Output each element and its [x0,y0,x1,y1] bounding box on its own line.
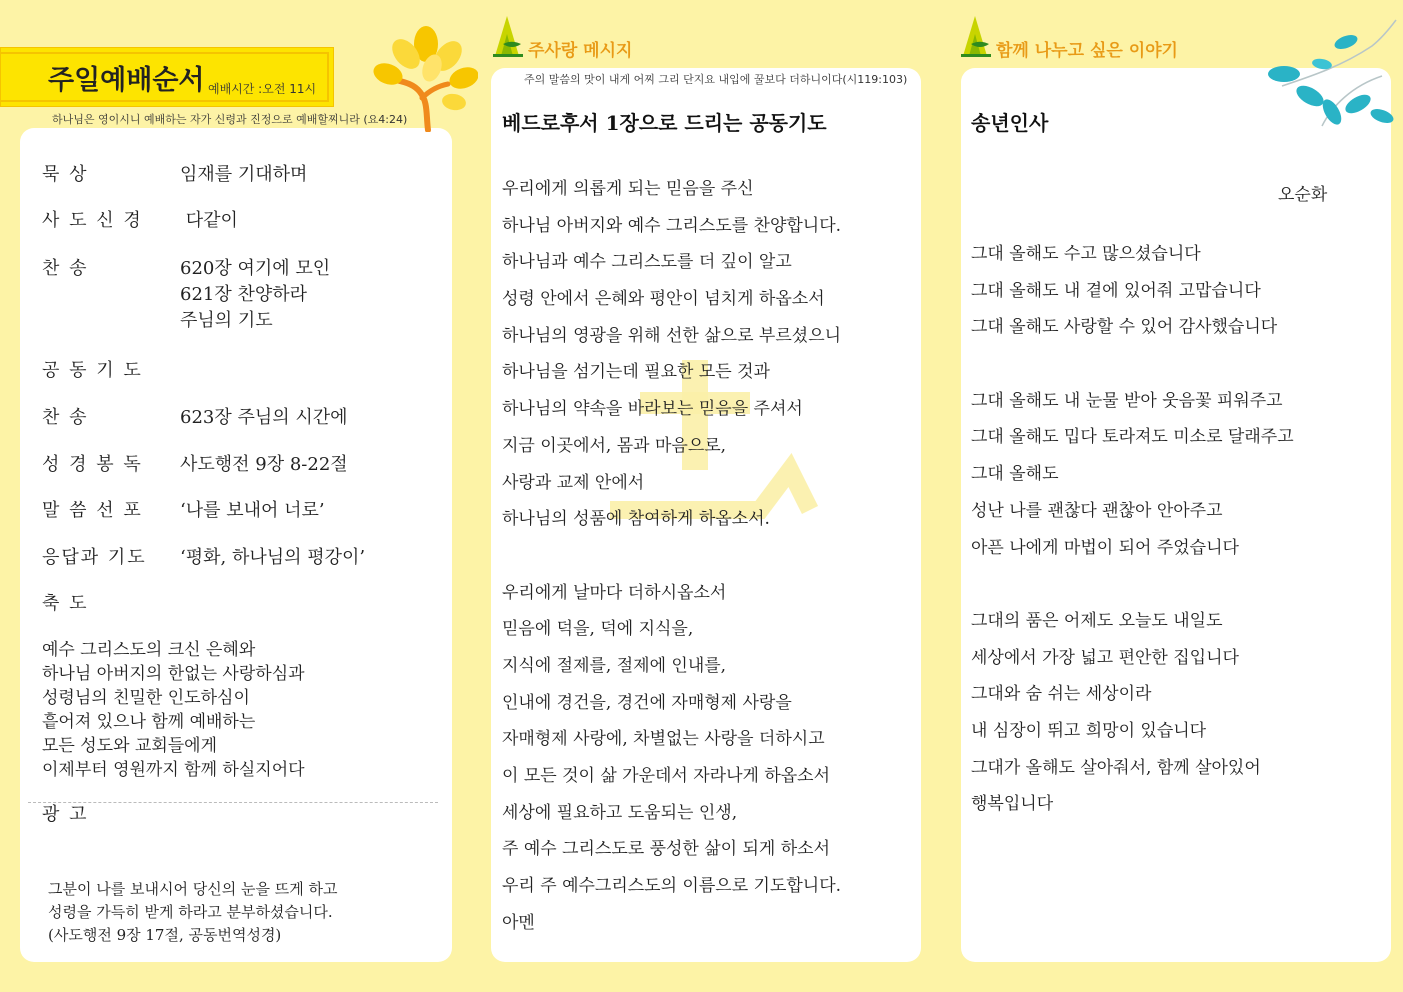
prayer-line [502,538,841,575]
prayer-line: 지금 이곳에서, 몸과 마음으로, [502,435,727,456]
story-section-title: 함께 나누고 싶은 이야기 [996,41,1178,61]
prayer-line: 아멘 [502,912,535,933]
prayer-line: 우리에게 의롭게 되는 믿음을 주신 [502,179,754,199]
benediction-line: 예수 그리스도의 크신 은혜와 [42,640,256,660]
prayer-line: 하나님을 섬기는데 필요한 모든 것과 [502,362,770,383]
order-item-value: 620장 여기에 모인 621장 찬양하라 주님의 기도 [180,258,331,331]
prayer-line: 하나님의 약속을 바라보는 믿음을 주셔서 [502,399,803,420]
prayer-line: 사랑과 교제 안에서 [502,472,645,493]
prayer-line: 이 모든 것이 삶 가운데서 자라나게 하옵소서 [502,766,831,786]
prayer-line: 하나님의 영광을 위해 선한 삶으로 부르셨으니 [502,325,842,346]
poem-line: 세상에서 가장 넓고 편안한 집입니다 [971,647,1239,668]
poem-line: 아픈 나에게 마법이 되어 주었습니다 [971,537,1239,558]
order-item-label: 사 도 신 경 [42,210,143,231]
poem-line [971,346,1294,383]
order-item-value: ‘평화, 하나님의 평강이’ [180,547,366,568]
prayer-line: 주 예수 그리스도로 풍성한 삶이 되게 하소서 [502,839,831,860]
order-item-label: 광 고 [42,804,89,825]
notice-line: 성령을 가득히 받게 하라고 분부하셨습니다. [48,903,333,921]
poem-line: 그대 올해도 [971,464,1059,485]
prayer-line: 지식에 절제를, 절제에 인내를, [502,655,727,676]
poem-line: 내 심장이 뛰고 희망이 있습니다 [971,720,1207,741]
order-item-value: 사도행전 9장 8-22절 [180,454,348,475]
benediction-line: 흩어져 있으나 함께 예배하는 [42,712,256,732]
benediction-line: 성령님의 친밀한 인도하심이 [42,688,250,708]
order-item-label: 찬 송 [42,407,89,428]
order-item-label: 축 도 [42,593,89,614]
order-item-value: 623장 주님의 시간에 [180,407,348,428]
order-item-label: 응답과 기도 [42,547,147,568]
worship-time: 예배시간 :오전 11시 [208,82,317,96]
order-item-label: 묵 상 [42,164,89,185]
notice-line: 그분이 나를 보내시어 당신의 눈을 뜨게 하고 [48,880,338,898]
benediction-line: 이제부터 영원까지 함께 하실지어다 [42,760,305,780]
poem-line [971,566,1294,603]
prayer-line: 하나님의 성품에 참여하게 하옵소서. [502,509,770,530]
poem-line: 그대 올해도 밉다 토라져도 미소로 달래주고 [971,427,1294,448]
benediction-text [42,638,305,782]
story-heading: 송년인사 [971,111,1049,135]
prayer-line: 우리에게 날마다 더하시옵소서 [502,582,727,603]
prayer-line: 성령 안에서 은혜와 평안이 넘치게 하옵소서 [502,289,825,310]
story-poem [971,236,1294,823]
story-author: 오순화 [1278,185,1328,205]
benediction-line: 하나님 아버지의 한없는 사랑하심과 [42,664,305,684]
sprout-icon [959,14,993,58]
prayer-line: 하나님과 예수 그리스도를 더 깊이 알고 [502,252,792,273]
poem-line: 그대의 품은 어제도 오늘도 내일도 [971,610,1223,631]
poem-line: 그대 올해도 내 눈물 받아 웃음꽃 피워주고 [971,390,1283,411]
notice-text [48,878,337,947]
order-item-label: 공 동 기 도 [42,360,143,381]
poem-line: 그대 올해도 사랑할 수 있어 감사했습니다 [971,317,1278,338]
order-item-value: ‘나를 보내어 너로’ [180,500,325,521]
prayer-line: 세상에 필요하고 도움되는 인생, [502,802,738,823]
poem-line: 그대 올해도 수고 많으셨습니다 [971,244,1201,264]
poem-line: 행복입니다 [971,794,1054,815]
prayer-line: 믿음에 덕을, 덕에 지식을, [502,619,694,640]
worship-order-title: 주일예배순서 [48,65,205,96]
prayer-line: 자매형제 사랑에, 차별없는 사랑을 더하시고 [502,729,825,750]
poem-line: 성난 나를 괜찮다 괜찮아 안아주고 [971,500,1223,521]
message-verse: 주의 말씀의 맛이 내게 어찌 그리 단지요 내입에 꿀보다 더하니이다(시119:103) [524,73,908,86]
notice-line: (사도행전 9장 17절, 공동번역성경) [48,926,282,944]
prayer-line: 인내에 경건을, 경건에 자매형제 사랑을 [502,692,792,713]
poem-line: 그대 올해도 내 곁에 있어줘 고맙습니다 [971,280,1261,301]
poem-line: 그대가 올해도 살아줘서, 함께 살아있어 [971,757,1261,778]
prayer-line: 우리 주 예수그리스도의 이름으로 기도합니다. [502,876,842,897]
message-section-title: 주사랑 메시지 [528,41,633,61]
teal-leaves-icon [1262,16,1400,134]
order-item-label: 성 경 봉 독 [42,454,143,475]
poem-line: 그대와 숨 쉬는 세상이라 [971,684,1152,705]
benediction-line: 모든 성도와 교회들에게 [42,736,218,756]
order-item-label: 말 씀 선 포 [42,500,143,521]
order-item-value: 다같이 [180,210,238,231]
worship-verse: 하나님은 영이시니 예배하는 자가 신령과 진정으로 예배할찌니라 (요4:24) [52,113,408,126]
prayer-text [502,171,841,941]
prayer-heading: 베드로후서 1장으로 드리는 공동기도 [502,111,827,135]
order-item-value: 임재를 기대하며 [180,164,308,185]
sprout-icon [491,14,525,58]
prayer-line: 하나님 아버지와 예수 그리스도를 찬양합니다. [502,215,842,236]
order-item-label: 찬 송 [42,258,89,279]
